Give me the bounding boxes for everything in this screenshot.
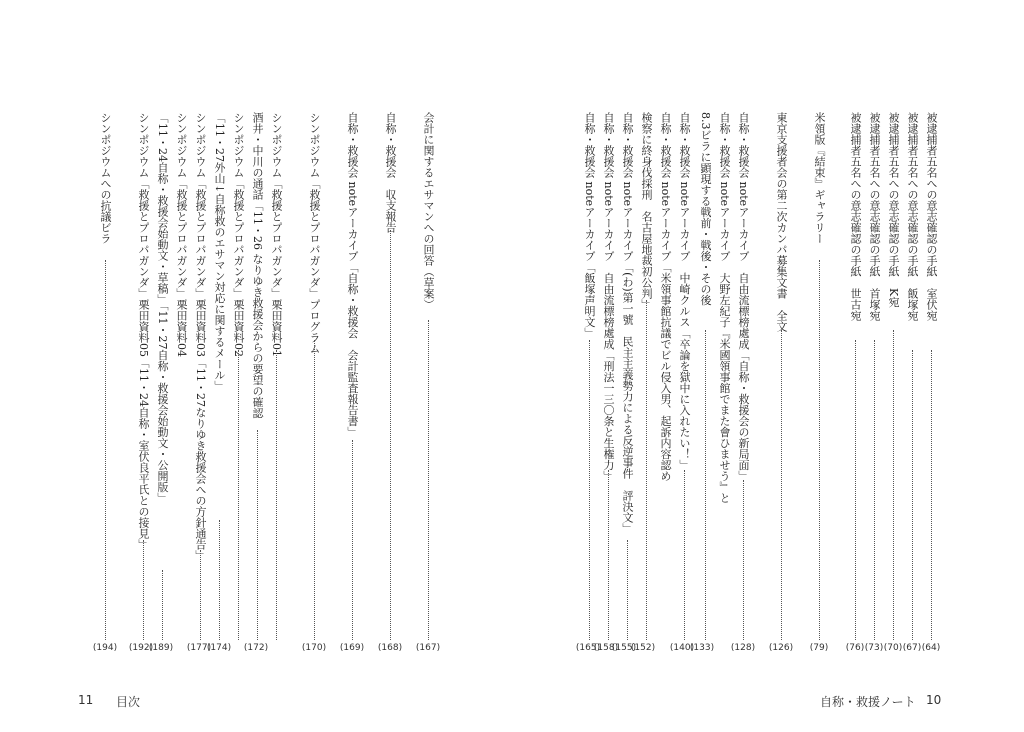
toc-entry-text: シンポジウム「救援とプロパガンダ」プログラム [308, 112, 321, 354]
toc-entry [658, 112, 672, 660]
toc-page-number: (165) [575, 643, 601, 653]
toc-entry-text: 自称・救援会 収支報告 [384, 112, 397, 233]
toc-entry-text: 被逮捕者五名への意志確認の手紙 飯塚宛 [906, 112, 919, 321]
toc-entry-text: 自称・救援会 noteアーカイブ「自称・救援会 会計監査報告書」 [346, 112, 359, 438]
toc-entry-text: 被逮捕者五名への意志確認の手紙 室伏宛 [925, 112, 938, 321]
toc-page-number: (126) [768, 643, 794, 653]
leader-dots [143, 540, 145, 640]
leader-dots [646, 300, 648, 640]
toc-entry-text: 自称・救援会 noteアーカイブ「飯塚声明文」 [583, 112, 596, 339]
toc-entry-text: 東京支援者会の第二次カンパ募集文書 全文 [775, 112, 788, 332]
leader-dots [105, 260, 107, 640]
leader-dots [855, 340, 857, 640]
page-number-left: 11 [78, 693, 94, 707]
toc-entry-text: 検察に終身伐採刑 名古屋地裁初公判」 [640, 112, 653, 310]
leader-dots [589, 340, 591, 640]
leader-dots [931, 350, 933, 640]
toc-page-number: (170) [301, 643, 327, 653]
leader-dots [893, 330, 895, 640]
leader-dots [200, 550, 202, 640]
toc-entry-text: 8.3ビラに顕現する戦前・戦後・その後 [699, 112, 712, 306]
toc-entry-text: 会計に関するエサマンへの回答（草案） [422, 112, 435, 310]
toc-entry-text: シンポジウム「救援とプロパガンダ」栗田資料03「11・27なりゆき救援会への方針通告」 [194, 112, 207, 561]
toc-entry-text: 自称・救援会 noteアーカイブ 自由流標榜處成「刑法一三〇条と生権力」 [602, 112, 615, 482]
leader-dots [390, 230, 392, 640]
toc-page-number: (133) [689, 643, 715, 653]
toc-entry-text: 被逮捕者五名への意志確認の手紙 K宛 [887, 112, 900, 308]
toc-page-number: (194) [92, 643, 118, 653]
leader-dots [819, 260, 821, 640]
toc-page-number: (140) [669, 643, 695, 653]
leader-dots [276, 350, 278, 640]
running-header-right: 自称・救援ノート [820, 695, 916, 709]
leader-dots [743, 480, 745, 640]
toc-page-number: (172) [243, 643, 269, 653]
toc-page-number: (189) [148, 643, 174, 653]
toc-entry [717, 112, 731, 660]
toc-entry-text: 自称・救援会 noteアーカイブ「(わ)第一號 民主主義勢力による反逆事件 評決文」 [621, 112, 634, 534]
toc-page-number: (177) [186, 643, 212, 653]
toc-entry-text: シンポジウム「救援とプロパガンダ」栗田資料05「11・24自称・室伏良平氏との接見」 [137, 112, 150, 550]
leader-dots [912, 350, 914, 640]
toc-entry-text: 自称・救援会 noteアーカイブ「米領事館抗議でビル侵入男、起訴内容認め [659, 112, 672, 482]
page-number-right: 10 [926, 693, 942, 707]
toc-page-number: (169) [339, 643, 365, 653]
toc-entry-text: 自称・救援会 noteアーカイブ 大野左紀子『米國領事館でまた會ひませう』と [718, 112, 731, 504]
toc-entry-text: 酒井・中川の通話「11・26 なりゆき救援会からの要望の確認 [251, 112, 264, 419]
toc-page-number: (152) [630, 643, 656, 653]
toc-entry-text: シンポジウムへの抗議ビラ [99, 112, 112, 244]
toc-page-number: (128) [730, 643, 756, 653]
leader-dots [314, 340, 316, 640]
running-header-left: 目次 [116, 695, 141, 709]
toc-page-number: (192) [128, 643, 154, 653]
leader-dots [162, 570, 164, 640]
leader-dots [428, 320, 430, 640]
toc-page-number: (67) [902, 643, 922, 653]
leader-dots [781, 330, 783, 640]
toc-entry-text: 自称・救援会 noteアーカイブ 中崎クルス「卒論を獄中に入れたい！」 [678, 112, 691, 471]
leader-dots [238, 350, 240, 640]
toc-page-number: (174) [206, 643, 232, 653]
toc-page-number: (79) [809, 643, 829, 653]
toc-page-number: (73) [864, 643, 884, 653]
leader-dots [219, 520, 221, 640]
toc-entry-text: 「11・27外山↓自称救のエサマン対応に関するメール」 [213, 112, 226, 392]
toc-entry-text: 米領版『結束』ギャラリー [813, 112, 826, 244]
leader-dots [352, 440, 354, 640]
leader-dots [874, 340, 876, 640]
toc-page-number: (76) [845, 643, 865, 653]
leader-dots [684, 470, 686, 640]
toc-entry-text: 自称・救援会 noteアーカイブ 自由流標榜處成「自称・救援会の新局面」 [737, 112, 750, 482]
toc-page-number: (64) [921, 643, 941, 653]
leader-dots [627, 540, 629, 640]
toc-entry-text: シンポジウム「救援とプロパガンダ」栗田資料01 [270, 112, 283, 357]
leader-dots [608, 470, 610, 640]
toc-entry-text: 「11・24自称・救援会始動文・草稿」「11・27自称・救援会始動文・公開版」 [156, 112, 169, 504]
toc-entry-text: シンポジウム「救援とプロパガンダ」栗田資料04 [175, 112, 188, 357]
toc-page-number: (168) [377, 643, 403, 653]
toc-entry [174, 112, 188, 660]
toc-page-number: (70) [883, 643, 903, 653]
toc-page-number: (158) [593, 643, 619, 653]
toc-entry-text: 被逮捕者五名への意志確認の手紙 首塚宛 [868, 112, 881, 321]
toc-entry-text: 被逮捕者五名への意志確認の手紙 世古宛 [849, 112, 862, 321]
leader-dots [705, 330, 707, 640]
toc-page-number: (155) [611, 643, 637, 653]
toc-entry-text: シンポジウム「救援とプロパガンダ」栗田資料02 [232, 112, 245, 357]
leader-dots [257, 430, 259, 640]
toc-page-number: (167) [415, 643, 441, 653]
